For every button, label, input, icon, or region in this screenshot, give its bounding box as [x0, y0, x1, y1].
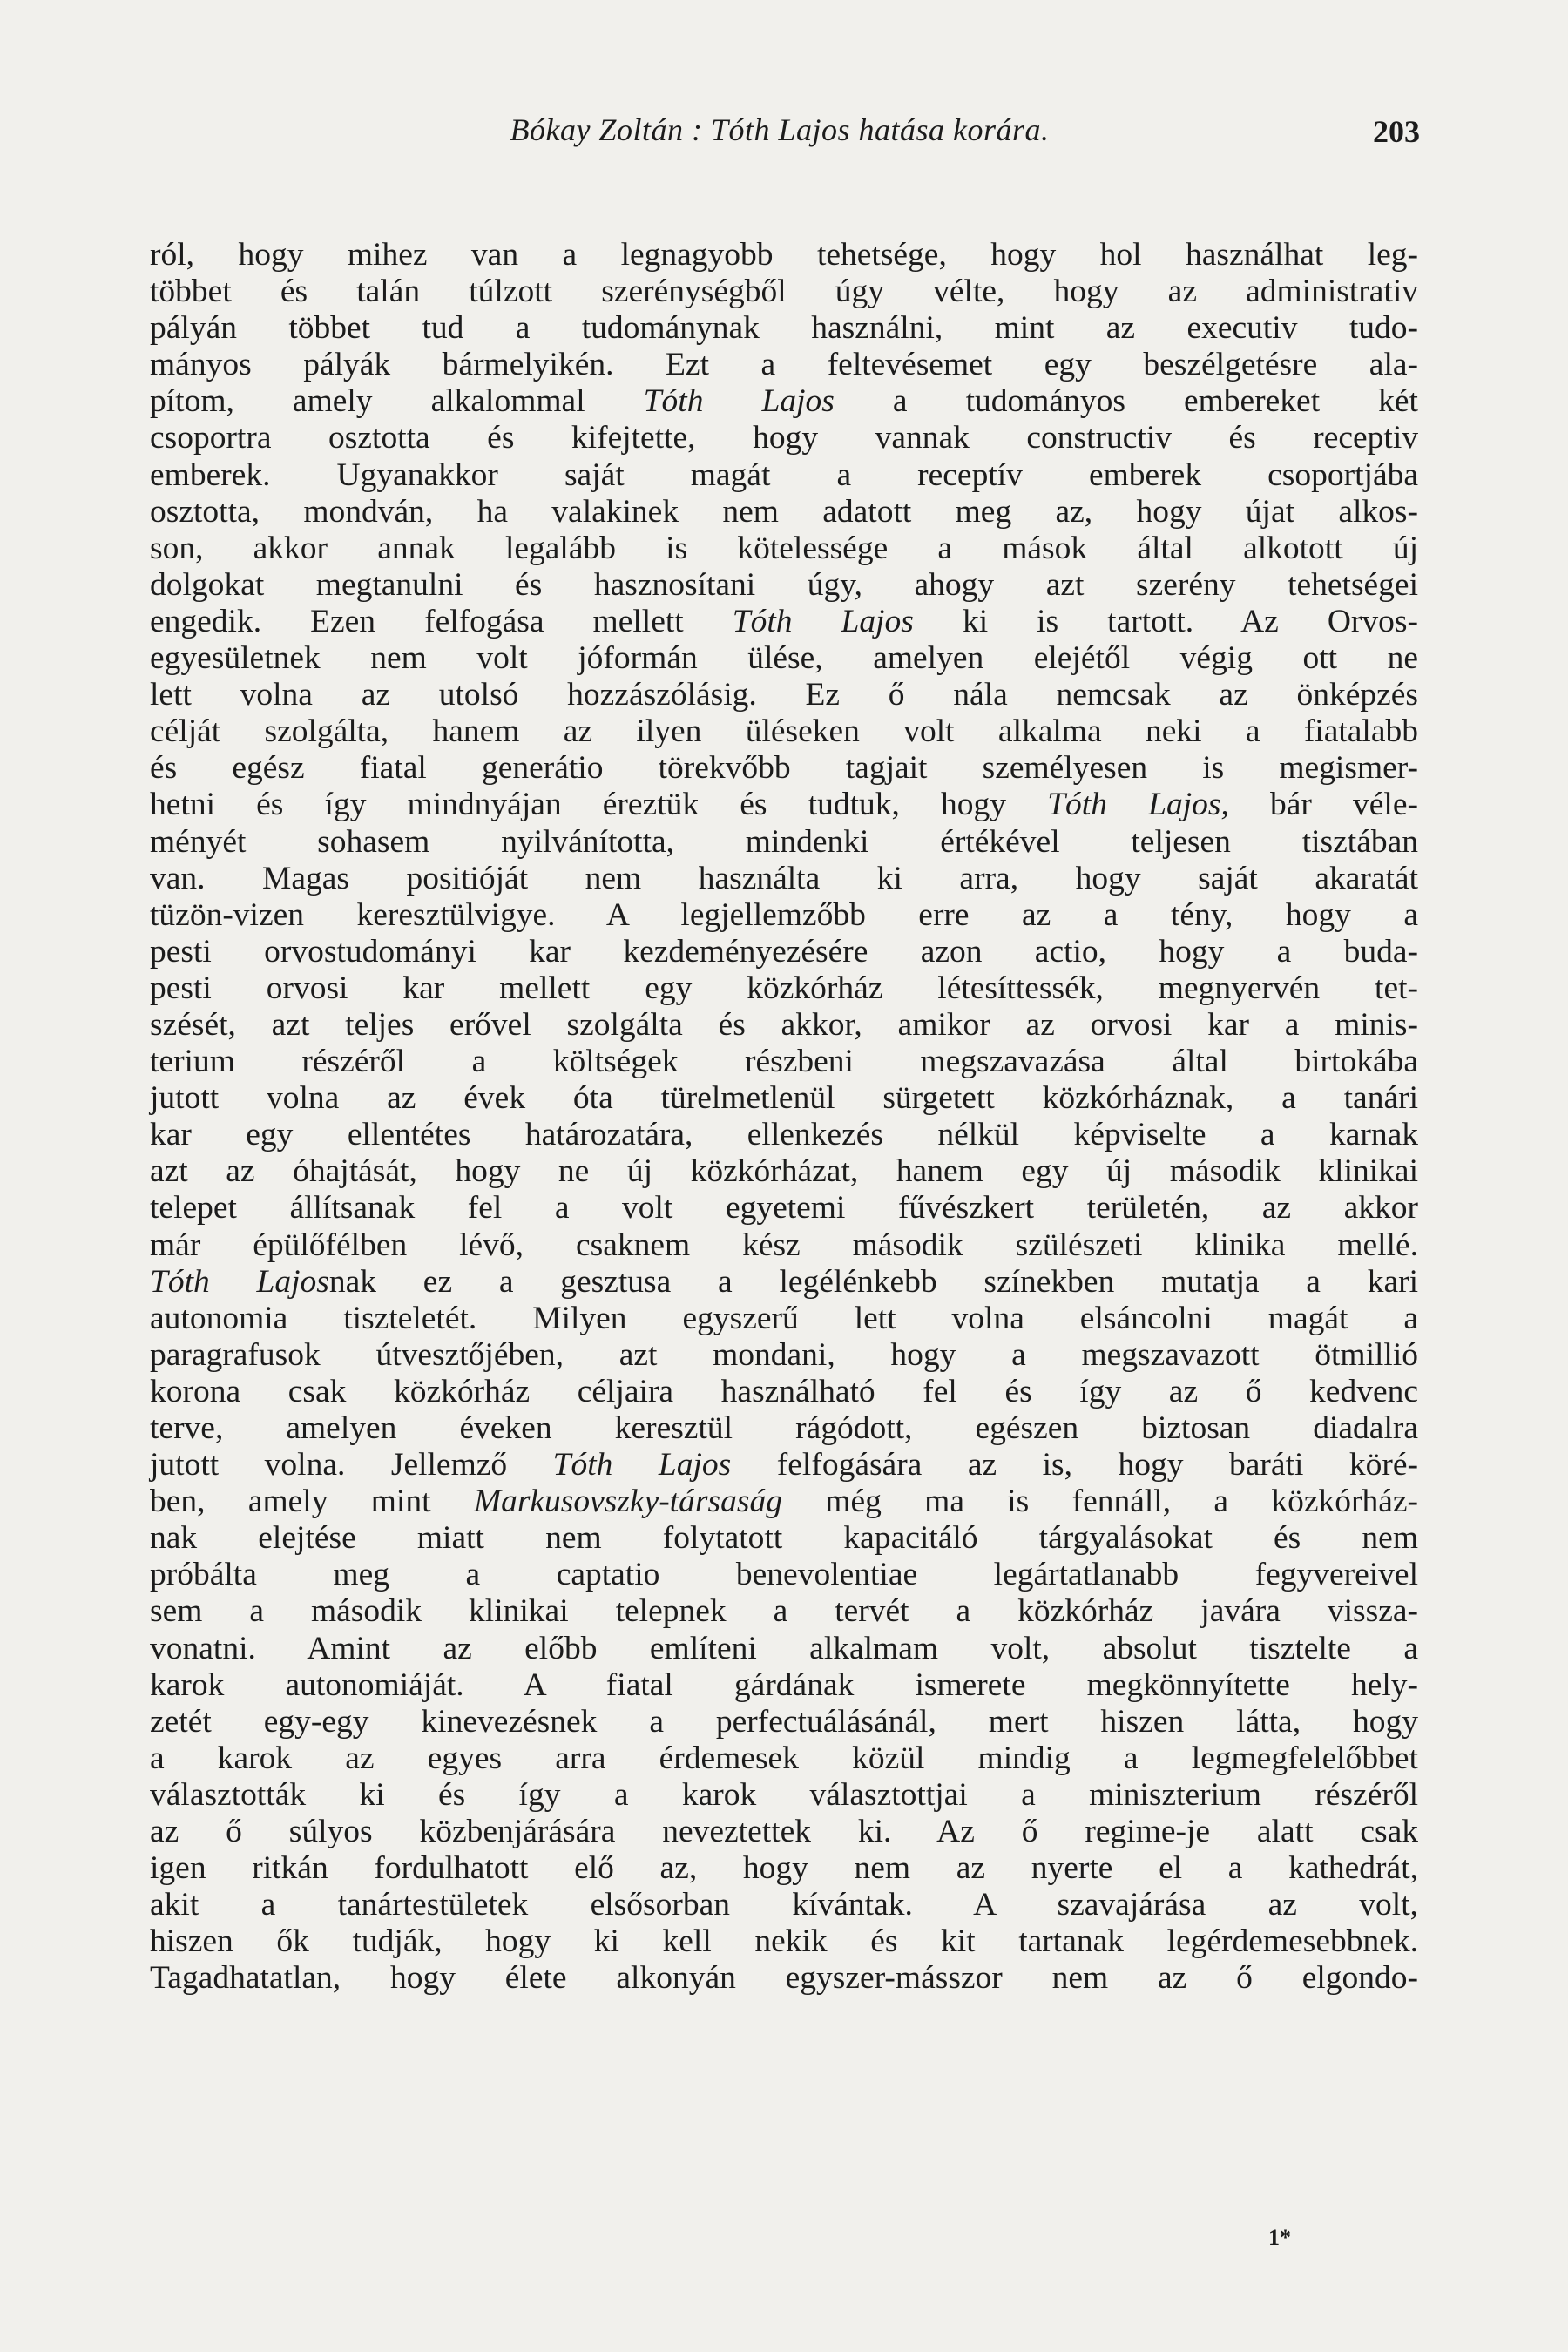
text-run: son, akkor annak legalább is kötelessége a mások által alkotott új [150, 530, 1418, 566]
text-run: ról, hogy mihez van a legnagyobb tehetsége, hogy hol használhat leg- [150, 237, 1418, 273]
page-header [139, 112, 1420, 164]
text-run: vonatni. Amint az előbb említeni alkalmam volt, absolut tisztelte a [150, 1630, 1418, 1666]
text-line [150, 1923, 1418, 1960]
text-line [150, 787, 1418, 823]
text-line [150, 677, 1418, 713]
text-line [150, 1264, 1418, 1301]
text-line [150, 1190, 1418, 1227]
text-line [150, 420, 1418, 456]
text-line [150, 1887, 1418, 1923]
text-run: terium részéről a költségek részbeni megszavazása által birtokába [150, 1044, 1418, 1080]
text-run: már épülőfélben lévő, csaknem kész második szülészeti klinika mellé. [150, 1227, 1418, 1263]
text-line [150, 237, 1418, 274]
text-line [150, 1007, 1418, 1044]
text-line [150, 1557, 1418, 1593]
text-run: még ma is fennáll, a közkórház- [781, 1484, 1418, 1520]
text-line [150, 457, 1418, 494]
text-line [150, 1740, 1418, 1777]
text-run: lett volna az utolsó hozzászólásig. Ez ő nála nemcsak az önképzés [150, 677, 1418, 713]
text-run: emberek. Ugyanakkor saját magát a receptív emberek csoportjába [150, 456, 1418, 493]
text-run: egyesületnek nem volt jóformán ülése, amelyen elejétől végig ott ne [150, 640, 1418, 677]
text-line [150, 1777, 1418, 1814]
text-line [150, 567, 1418, 604]
italic-name: Tóth Lajos [643, 383, 835, 420]
text-run: többet és talán túlzott szerénységből úgy vélte, hogy az administrativ [150, 274, 1418, 310]
text-run: ményét sohasem nyilvánította, mindenki értékével teljesen tisztában [150, 823, 1418, 860]
text-run: jutott volna. Jellemző [150, 1447, 553, 1484]
text-line [150, 347, 1418, 383]
text-run: karok autonomiáját. A fiatal gárdának ismerete megkönnyítette hely- [150, 1666, 1418, 1703]
text-line [150, 1337, 1418, 1374]
text-line [150, 1044, 1418, 1080]
text-line [150, 1301, 1418, 1337]
text-run: tüzön-vizen keresztülvigye. A legjellemzőbb erre az a tény, hogy a [150, 896, 1418, 933]
text-line [150, 1520, 1418, 1557]
signature-mark: 1* [1268, 2225, 1291, 2250]
text-line [150, 1080, 1418, 1117]
text-run: bár véle- [1228, 787, 1418, 823]
text-run: zetét egy-egy kinevezésnek a perfectuálásánál, mert hiszen látta, hogy [150, 1703, 1418, 1740]
text-run: sem a második klinikai telepnek a tervét a közkórház javára vissza- [150, 1593, 1418, 1630]
running-title: Bókay Zoltán : Tóth Lajos hatása korára. [510, 112, 1050, 147]
text-run: Tagadhatatlan, hogy élete alkonyán egyszer-másszor nem az ő elgondo- [150, 1960, 1418, 1997]
text-run: csoportra osztotta és kifejtette, hogy vannak constructiv és receptiv [150, 420, 1418, 456]
text-run: felfogására az is, hogy baráti köré- [731, 1447, 1418, 1484]
text-line [150, 1374, 1418, 1410]
italic-name: Tóth Lajos, [1047, 787, 1229, 823]
text-line [150, 531, 1418, 567]
text-run: ben, amely mint [150, 1484, 474, 1520]
text-run: igen ritkán fordulhatott elő az, hogy nem az nyerte el a kathedrát, [150, 1850, 1418, 1887]
text-run: paragrafusok útvesztőjében, azt mondani, hogy a megszavazott ötmillió [150, 1336, 1418, 1373]
text-run: pesti orvostudományi kar kezdeményezésére azon actio, hogy a buda- [150, 933, 1418, 970]
text-run: az ő súlyos közbenjárására neveztettek ki. Az ő regime-je alatt csak [150, 1814, 1418, 1850]
text-line [150, 1484, 1418, 1520]
text-run: autonomia tiszteletét. Milyen egyszerű lett volna elsáncolni magát a [150, 1300, 1418, 1336]
text-line [150, 934, 1418, 970]
text-run: osztotta, mondván, ha valakinek nem adatott meg az, hogy újat alkos- [150, 493, 1418, 530]
text-run: azt az óhajtását, hogy ne új közkórházat, hanem egy új második klinikai [150, 1153, 1418, 1190]
text-line [150, 604, 1418, 640]
text-line [150, 1153, 1418, 1190]
text-run: nak ez a gesztusa a legélénkebb színekben mutatja a kari [328, 1263, 1418, 1300]
text-line [150, 861, 1418, 897]
text-run: jutott volna az évek óta türelmetlenül sürgetett közkórháznak, a tanári [150, 1080, 1418, 1117]
text-run: dolgokat megtanulni és hasznosítani úgy, ahogy azt szerény tehetségei [150, 566, 1418, 603]
text-line [150, 1593, 1418, 1630]
text-run: pályán többet tud a tudománynak használni, mint az executiv tudo- [150, 310, 1418, 347]
text-run: célját szolgálta, hanem az ilyen üléseken volt alkalma neki a fiatalabb [150, 713, 1418, 750]
text-line [150, 310, 1418, 347]
text-run: hetni és így mindnyájan éreztük és tudtuk, hogy [150, 787, 1048, 823]
text-run: mányos pályák bármelyikén. Ezt a feltevésemet egy beszélgetésre ala- [150, 347, 1418, 383]
text-run: hiszen ők tudják, hogy ki kell nekik és kit tartanak legérdemesebbnek. [150, 1923, 1418, 1960]
text-run: akit a tanártestületek elsősorban kívántak. A szavajárása az volt, [150, 1887, 1418, 1923]
text-line [150, 970, 1418, 1007]
text-line [150, 713, 1418, 750]
text-run: telepet állítsanak fel a volt egyetemi fűvészkert területén, az akkor [150, 1190, 1418, 1227]
text-run: kar egy ellentétes határozatára, ellenkezés nélkül képviselte a karnak [150, 1117, 1418, 1153]
text-line [150, 897, 1418, 934]
text-line [150, 1960, 1418, 1997]
text-run: a tudományos embereket két [834, 383, 1418, 420]
text-run: nak elejtése miatt nem folytatott kapacitáló tárgyalásokat és nem [150, 1520, 1418, 1557]
text-line [150, 1447, 1418, 1484]
text-run: a karok az egyes arra érdemesek közül mindig a legmegfelelőbbet [150, 1740, 1418, 1776]
text-run: terve, amelyen éveken keresztül rágódott, egészen biztosan diadalra [150, 1410, 1418, 1446]
text-line [150, 494, 1418, 531]
text-line [150, 383, 1418, 420]
text-line [150, 1704, 1418, 1740]
text-run: pesti orvosi kar mellett egy közkórház létesíttessék, megnyervén tet- [150, 970, 1418, 1006]
text-run: van. Magas positióját nem használta ki arra, hogy saját akaratát [150, 860, 1418, 896]
text-line [150, 1631, 1418, 1667]
page-number: 203 [1373, 114, 1420, 149]
text-line [150, 1814, 1418, 1850]
italic-name: Tóth Lajos [552, 1447, 732, 1484]
italic-name: Markusovszky-társaság [473, 1484, 782, 1520]
text-line [150, 1667, 1418, 1704]
text-run: választották ki és így a karok választottjai a miniszterium részéről [150, 1776, 1418, 1813]
italic-name: Tóth Lajos [150, 1263, 329, 1300]
text-run: engedik. Ezen felfogása mellett [150, 603, 733, 639]
text-run: szését, azt teljes erővel szolgálta és akkor, amikor az orvosi kar a minis- [150, 1006, 1418, 1043]
text-run: pítom, amely alkalommal [150, 383, 644, 420]
text-line [150, 274, 1418, 310]
text-line [150, 1227, 1418, 1264]
text-line [150, 1850, 1418, 1887]
text-line [150, 750, 1418, 787]
text-run: ki is tartott. Az Orvos- [913, 603, 1418, 639]
text-run: próbálta meg a captatio benevolentiae legártatlanabb fegyvereivel [150, 1557, 1418, 1593]
text-line [150, 640, 1418, 677]
body-text [150, 237, 1418, 1997]
text-line [150, 1117, 1418, 1153]
text-run: korona csak közkórház céljaira használható fel és így az ő kedvenc [150, 1373, 1418, 1409]
text-line [150, 1410, 1418, 1447]
italic-name: Tóth Lajos [732, 603, 914, 639]
text-run: és egész fiatal generátio törekvőbb tagjait személyesen is megismer- [150, 750, 1418, 787]
text-line [150, 824, 1418, 861]
